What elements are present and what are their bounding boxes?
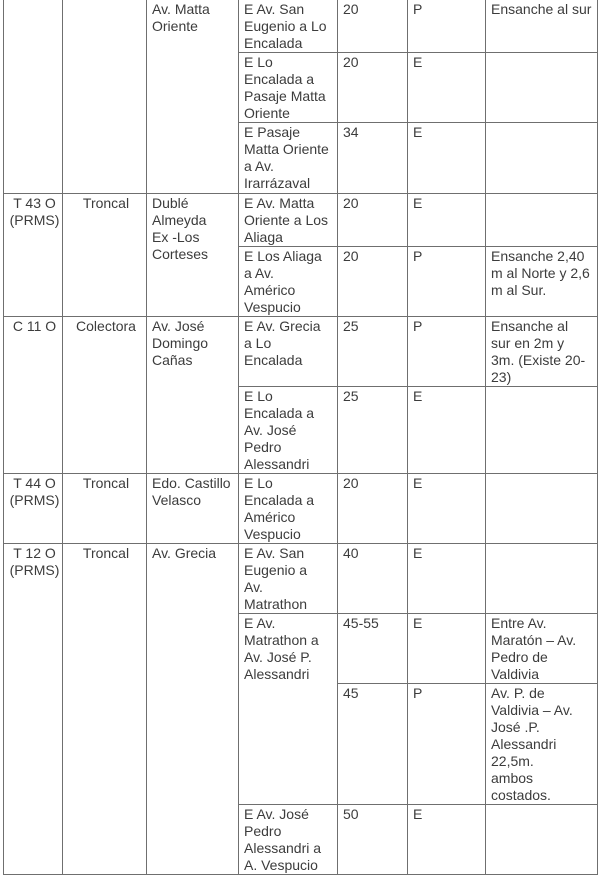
route-category: Troncal [63,474,147,544]
observation-note [486,53,598,123]
segment-range: E Pasaje Matta Oriente a Av. Irarrázaval [239,123,338,194]
status-code: E [408,53,486,123]
street-name: Av. Grecia [147,544,239,875]
segment-range: E Av. San Eugenio a Lo Encalada [239,0,338,53]
status-code: E [408,123,486,194]
table-row [4,0,598,53]
observation-note: Ensanche 2,40 m al Norte y 2,6 m al Sur. [486,247,598,317]
segment-range: E Av. Matta Oriente a Los Aliaga [239,194,338,247]
observation-note [486,474,598,544]
observation-note: Av. P. de Valdivia – Av. José .P. Alessandri 22,5m. ambos costados. [486,684,598,805]
width-value: 34 [338,123,408,194]
segment-range: E Lo Encalada a Américo Vespucio [239,474,338,544]
status-code: E [408,614,486,684]
route-code [4,0,63,194]
observation-note [486,805,598,875]
width-value: 45 [338,684,408,805]
segment-range: E Lo Encalada a Pasaje Matta Oriente [239,53,338,123]
status-code: P [408,684,486,805]
status-code: P [408,317,486,387]
width-value: 20 [338,247,408,317]
observation-note: Ensanche al sur en 2m y 3m. (Existe 20- 23) [486,317,598,387]
route-category: Colectora [63,317,147,474]
route-category [63,0,147,194]
street-name: Edo. Castillo Velasco [147,474,239,544]
width-value: 20 [338,474,408,544]
segment-range: E Lo Encalada a Av. José Pedro Alessandri [239,387,338,474]
segment-range: E Av. Matrathon a Av. José P. Alessandri [239,614,338,805]
width-value: 40 [338,544,408,614]
observation-note: Entre Av. Maratón – Av. Pedro de Valdivia [486,614,598,684]
route-code: T 44 O (PRMS) [4,474,63,544]
width-value: 20 [338,53,408,123]
width-value: 25 [338,387,408,474]
table-row [4,544,598,614]
road-network-table [3,0,598,875]
segment-range: E Av. Grecia a Lo Encalada [239,317,338,387]
observation-note [486,123,598,194]
observation-note [486,194,598,247]
status-code: E [408,387,486,474]
observation-note: Ensanche al sur [486,0,598,53]
width-value: 20 [338,194,408,247]
route-category: Troncal [63,544,147,875]
street-name: Av. José Domingo Cañas [147,317,239,474]
route-code: T 43 O (PRMS) [4,194,63,317]
table-row [4,194,598,247]
width-value: 25 [338,317,408,387]
status-code: E [408,474,486,544]
status-code: E [408,544,486,614]
status-code: E [408,805,486,875]
width-value: 50 [338,805,408,875]
street-name: Dublé Almeyda Ex -Los Corteses [147,194,239,317]
width-value: 45-55 [338,614,408,684]
route-code: C 11 O [4,317,63,474]
width-value: 20 [338,0,408,53]
status-code: P [408,0,486,53]
segment-range: E Los Aliaga a Av. Américo Vespucio [239,247,338,317]
segment-range: E Av. José Pedro Alessandri a A. Vespucio [239,805,338,875]
route-code: T 12 O (PRMS) [4,544,63,875]
route-category: Troncal [63,194,147,317]
table-row [4,474,598,544]
status-code: E [408,194,486,247]
status-code: P [408,247,486,317]
segment-range: E Av. San Eugenio a Av. Matrathon [239,544,338,614]
observation-note [486,544,598,614]
table-row [4,317,598,387]
street-name: Av. Matta Oriente [147,0,239,194]
observation-note [486,387,598,474]
